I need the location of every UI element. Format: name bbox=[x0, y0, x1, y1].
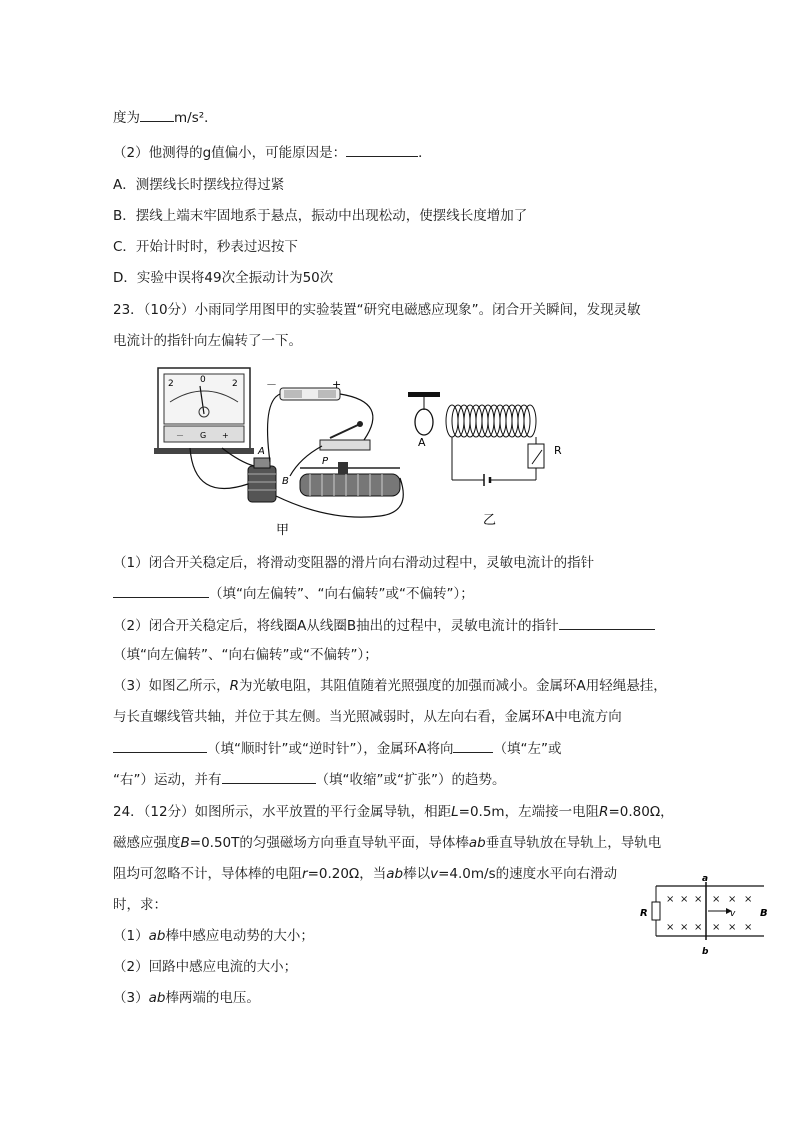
question-23-line2: 电流计的指针向左偏转了一下。 bbox=[113, 333, 302, 349]
part-2: （2）回路中感应电流的大小； bbox=[113, 959, 298, 975]
field-mark: × bbox=[680, 894, 689, 905]
gauge-label-right: 2 bbox=[232, 379, 238, 389]
caption-jia: 甲 bbox=[276, 523, 290, 538]
option-c: C．开始计时时，秒表过迟按下 bbox=[113, 239, 298, 255]
sub-1-line2: （填“向左偏转”、“向右偏转”或“不偏转”）； bbox=[113, 583, 474, 604]
field-mark: × bbox=[712, 922, 721, 933]
line-accel: 度为 m/s²． bbox=[113, 107, 218, 128]
sub-2-line2: （填“向左偏转”、“向右偏转”或“不偏转”）； bbox=[113, 647, 378, 663]
sub-2-line1: （2）闭合开关稳定后，将线圈A从线圈B抽出的过程中，灵敏电流计的指针 bbox=[113, 615, 655, 636]
sub-3-line2: 与长直螺线管共轴，并位于其左侧。当光照减弱时，从左向右看，金属环A中电流方向 bbox=[113, 709, 622, 725]
sub-3-line4: “右”）运动，并有 （填“收缩”或“扩张”）的趋势。 bbox=[113, 769, 505, 790]
rail-label-v: v bbox=[730, 909, 736, 919]
terminal-g: G bbox=[200, 431, 207, 440]
field-mark: × bbox=[666, 894, 675, 905]
battery-minus: － bbox=[266, 378, 277, 391]
label-a: A bbox=[258, 446, 265, 457]
option-b: B．摆线上端末牢固地系于悬点，振动中出现松动，使摆线长度增加了 bbox=[113, 208, 528, 224]
field-mark: × bbox=[728, 922, 737, 933]
sub-3-line1: （3）如图乙所示，R为光敏电阻，其阻值随着光照强度的加强而减小。金属环A用轻绳悬挂， bbox=[113, 678, 667, 694]
option-d: D．实验中误将49次全振动计为50次 bbox=[113, 270, 334, 286]
question-2: （2）他测得的g值偏小，可能原因是： ． bbox=[113, 142, 432, 163]
answer-blank[interactable] bbox=[346, 142, 418, 157]
figure-rail bbox=[634, 874, 774, 960]
field-mark: × bbox=[728, 894, 737, 905]
gauge-label-left: 2 bbox=[168, 379, 174, 389]
sub-3-line3: （填“顺时针”或“逆时针”），金属环A将向 （填“左”或 bbox=[113, 738, 561, 759]
question-24-line1: 24．（12分）如图所示，水平放置的平行金属导轨，相距L=0.5m，左端接一电阻R=0.80Ω， bbox=[113, 804, 674, 820]
figure-yi bbox=[408, 388, 578, 538]
label-b: B bbox=[282, 476, 289, 487]
rail-label-a: a bbox=[702, 874, 709, 884]
field-mark: × bbox=[666, 922, 675, 933]
rail-label-r: R bbox=[640, 908, 648, 919]
option-a: A．测摆线长时摆线拉得过紧 bbox=[113, 177, 285, 193]
label-ring-a: A bbox=[418, 436, 426, 449]
terminal-minus: － bbox=[176, 431, 184, 440]
answer-blank[interactable] bbox=[140, 107, 174, 122]
answer-blank[interactable] bbox=[559, 615, 655, 630]
field-mark: × bbox=[694, 894, 703, 905]
caption-yi: 乙 bbox=[483, 513, 497, 528]
question-24-line4: 时，求： bbox=[113, 897, 167, 913]
part-3: （3）ab棒两端的电压。 bbox=[113, 990, 260, 1006]
field-mark: × bbox=[694, 922, 703, 933]
answer-blank[interactable] bbox=[113, 738, 207, 753]
question-24-line2: 磁感应强度B=0.50T的匀强磁场方向垂直导轨平面，导体棒ab垂直导轨放在导轨上，导轨电 bbox=[113, 835, 662, 851]
question-24-line3: 阻均可忽略不计，导体棒的电阻r=0.20Ω，当ab棒以v=4.0m/s的速度水平向右滑动 bbox=[113, 866, 618, 882]
question-23-line1: 23．（10分）小雨同学用图甲的实验装置“研究电磁感应现象”。闭合开关瞬间，发现灵敏 bbox=[113, 302, 641, 318]
field-mark: × bbox=[680, 922, 689, 933]
field-mark: × bbox=[744, 894, 753, 905]
answer-blank[interactable] bbox=[453, 738, 493, 753]
gauge-label-zero: 0 bbox=[200, 375, 206, 385]
field-mark: × bbox=[712, 894, 721, 905]
rail-label-b: b bbox=[702, 947, 709, 957]
label-r: R bbox=[554, 444, 562, 457]
figure-jia bbox=[150, 362, 410, 542]
terminal-plus: + bbox=[222, 431, 229, 440]
answer-blank[interactable] bbox=[222, 769, 316, 784]
label-p: P bbox=[322, 456, 329, 467]
rail-label-b-field: B bbox=[760, 908, 768, 919]
sub-1-line1: （1）闭合开关稳定后，将滑动变阻器的滑片向右滑动过程中，灵敏电流计的指针 bbox=[113, 555, 595, 571]
answer-blank[interactable] bbox=[113, 583, 209, 598]
battery-plus: + bbox=[332, 378, 342, 391]
part-1: （1）ab棒中感应电动势的大小； bbox=[113, 928, 314, 944]
field-mark: × bbox=[744, 922, 753, 933]
